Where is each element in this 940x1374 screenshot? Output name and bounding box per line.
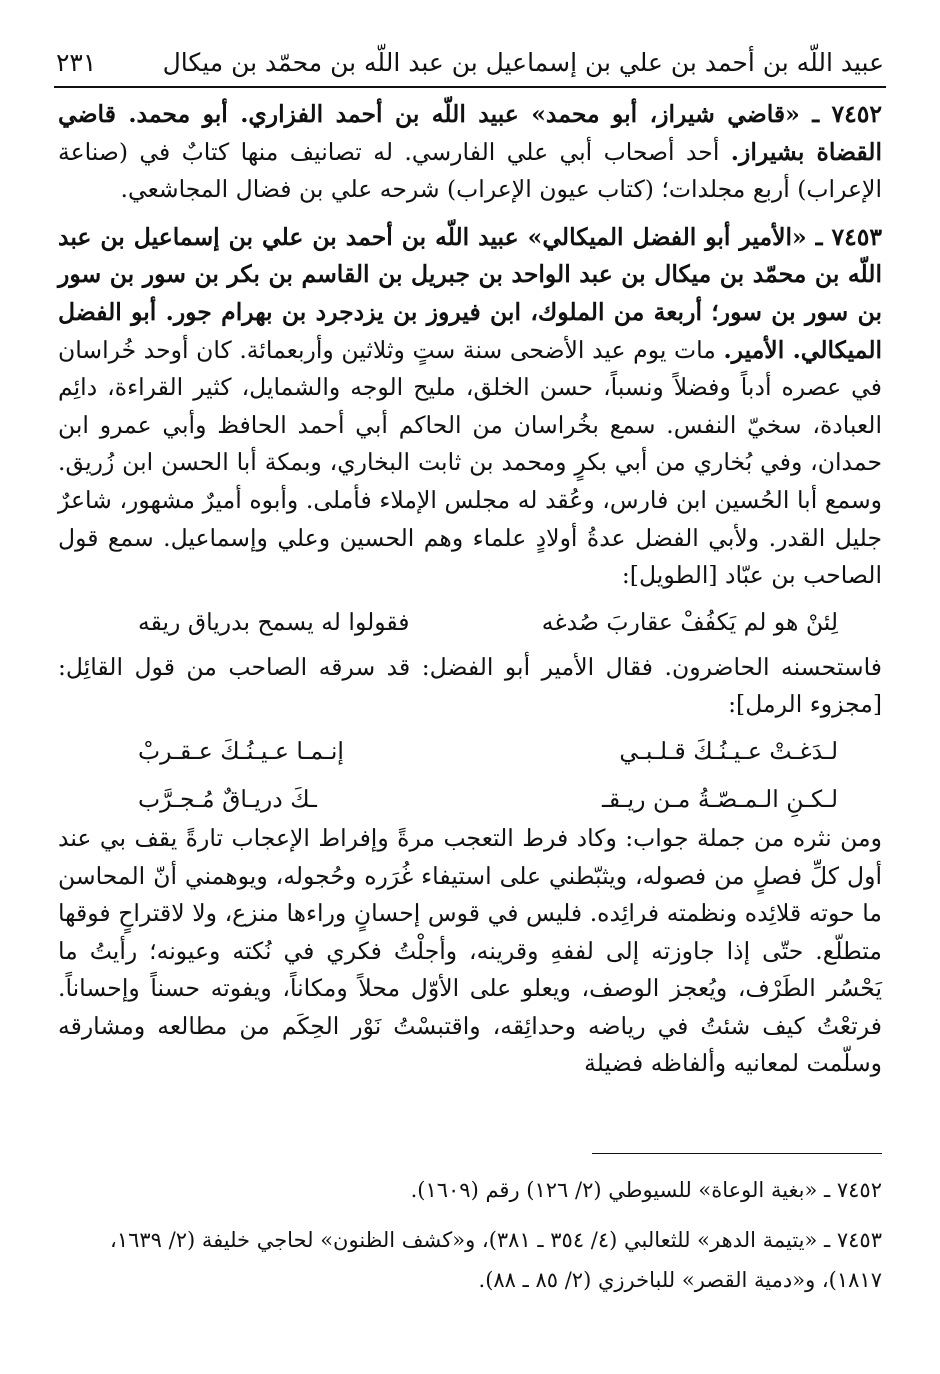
verse-3 (58, 778, 882, 820)
header-rule (54, 86, 886, 88)
entry-7452-heading: ٧٤٥٢ ـ «قاضي شيراز، أبو محمد» عبيد اللّه بن أحمد الفزاري. أبو محمد. قاضي القضاة بشيراز. (58, 100, 882, 166)
footnotes (58, 1170, 882, 1310)
entry-7453-prose: ومن نثره من جملة جواب: وكاد فرط التعجب مرةً وإفراط الإعجاب تارةً يقف بي عند أول كلِّ فصلٍ من فصوله، ويثبّطني على استيفاء غُرَره وحُجوله، ويوهمني أنّ المحاسن ما حوته قلائِده ونظمته فرائِده. فليس في قوس إحسانٍ وراءها منزع، ولا لاقتراحٍ فوقها متطلّع. حتّى إذا جاوزته إلى لففهِ وقرينه، وأجلْتُ فكري في نُكته وعيونه؛ رأيتُ ما يَحْسُر الطَرْف، ويُعجز الوصف، ويعلو على الأوّل محلاً ومكاناً، ويفوته حسناً وإحساناً. فرتعْتُ كيف شئتُ في رياضه وحدائِقه، واقتبسْتُ نَوْر الحِكَم من مطالعه ومشارقه وسلّمت لمعانيه وألفاظه فضيلة (58, 823, 882, 1078)
page-number: ٢٣١ (56, 48, 97, 77)
verse-3-first-hemistich: لـكـنِ الـمـصّـةُ مـن ريـقـ (601, 784, 838, 813)
verse-1-first-hemistich: لِئنْ هو لم يَكفُفْ عقاربَ صُدغه (541, 607, 838, 636)
footnote-rule (592, 1153, 882, 1154)
footnote-7452: ٧٤٥٢ ـ «بغية الوعاة» للسيوطي (٢/ ١٢٦) رقم (١٦٠٩). (410, 1178, 882, 1202)
verse-2-second-hemistich: إنـمـا عـيـنُـكَ عـقـربْ (138, 736, 344, 765)
footnote-7453: ٧٤٥٣ ـ «يتيمة الدهر» للثعالبي (٤/ ٣٥٤ ـ ٣٨١)، و«كشف الظنون» لحاجي خليفة (٢/ ١٦٣٩، ١٨١٧)، و«دمية القصر» للباخرزي (٢/ ٨٥ ـ ٨٨). (110, 1228, 882, 1292)
verse-1 (58, 601, 882, 643)
entry-7453-continuation: فاستحسنه الحاضرون. فقال الأمير أبو الفضل: قد سرقه الصاحب من قول القائِل: [مجزوء الرمل]: (58, 652, 882, 719)
main-text (58, 96, 882, 1083)
running-head (56, 30, 884, 80)
entry-7453-heading: ٧٤٥٣ ـ «الأمير أبو الفضل الميكالي» عبيد اللّه بن أحمد بن علي بن إسماعيل بن عبد اللّه بن محمّد بن ميكال بن عبد الواحد بن جبريل بن القاسم بن بكر بن سور بن سور بن سور بن سور؛ أربعة من الملوك، ابن فيروز بن يزدجرد بن بهرام جور. أبو الفضل الميكالي. الأمير. (58, 222, 883, 364)
verse-3-second-hemistich: ـكَ دريـاقٌ مُـجـرَّب (138, 784, 317, 813)
entry-7452-text: أحد أصحاب أبي علي الفارسي. له تصانيف منها كتابٌ في (صناعة الإعراب) أربع مجلدات؛ (كتاب عيون الإعراب) شرحه علي بن فضال المجاشعي. (58, 137, 882, 204)
entry-7453-text: مات يوم عيد الأضحى سنة ستٍ وثلاثين وأربعمائة. كان أوحد خُراسان في عصره أدباً وفضلاً ونسباً، حسن الخلق، مليح الوجه والشمايل، كثير القراءة، دائِم العبادة، سخيّ النفس. سمع بخُراسان من الحاكم أبي أحمد الحافظ وأبي عمرو ابن حمدان، وفي بُخاري من أبي بكرٍ ومحمد بن ثابت البخاري، وبمكة أبا الحسن ابن زُريق. وسمع أبا الحُسين ابن فارس، وعُقد له مجلس الإملاء فأملى. وأبوه أميرٌ مشهور، شاعرٌ جليل القدر. ولأبي الفضل عدةُ أولادٍ علماء وهم الحسين وعلي وإسماعيل. سمع قول الصاحب بن عبّاد [الطويل]: (58, 335, 882, 590)
entry-7452 (58, 96, 882, 209)
verse-2 (58, 730, 882, 772)
verse-1-second-hemistich: فقولوا له يسمح بدرياق ريقه (138, 607, 410, 636)
entry-7453 (58, 219, 882, 595)
running-title: عبيد اللّه بن أحمد بن علي بن إسماعيل بن عبد اللّه بن محمّد بن ميكال (162, 48, 884, 77)
verse-2-first-hemistich: لـدَغـتْ عـيـنُـكَ قـلـبـي (619, 736, 838, 765)
